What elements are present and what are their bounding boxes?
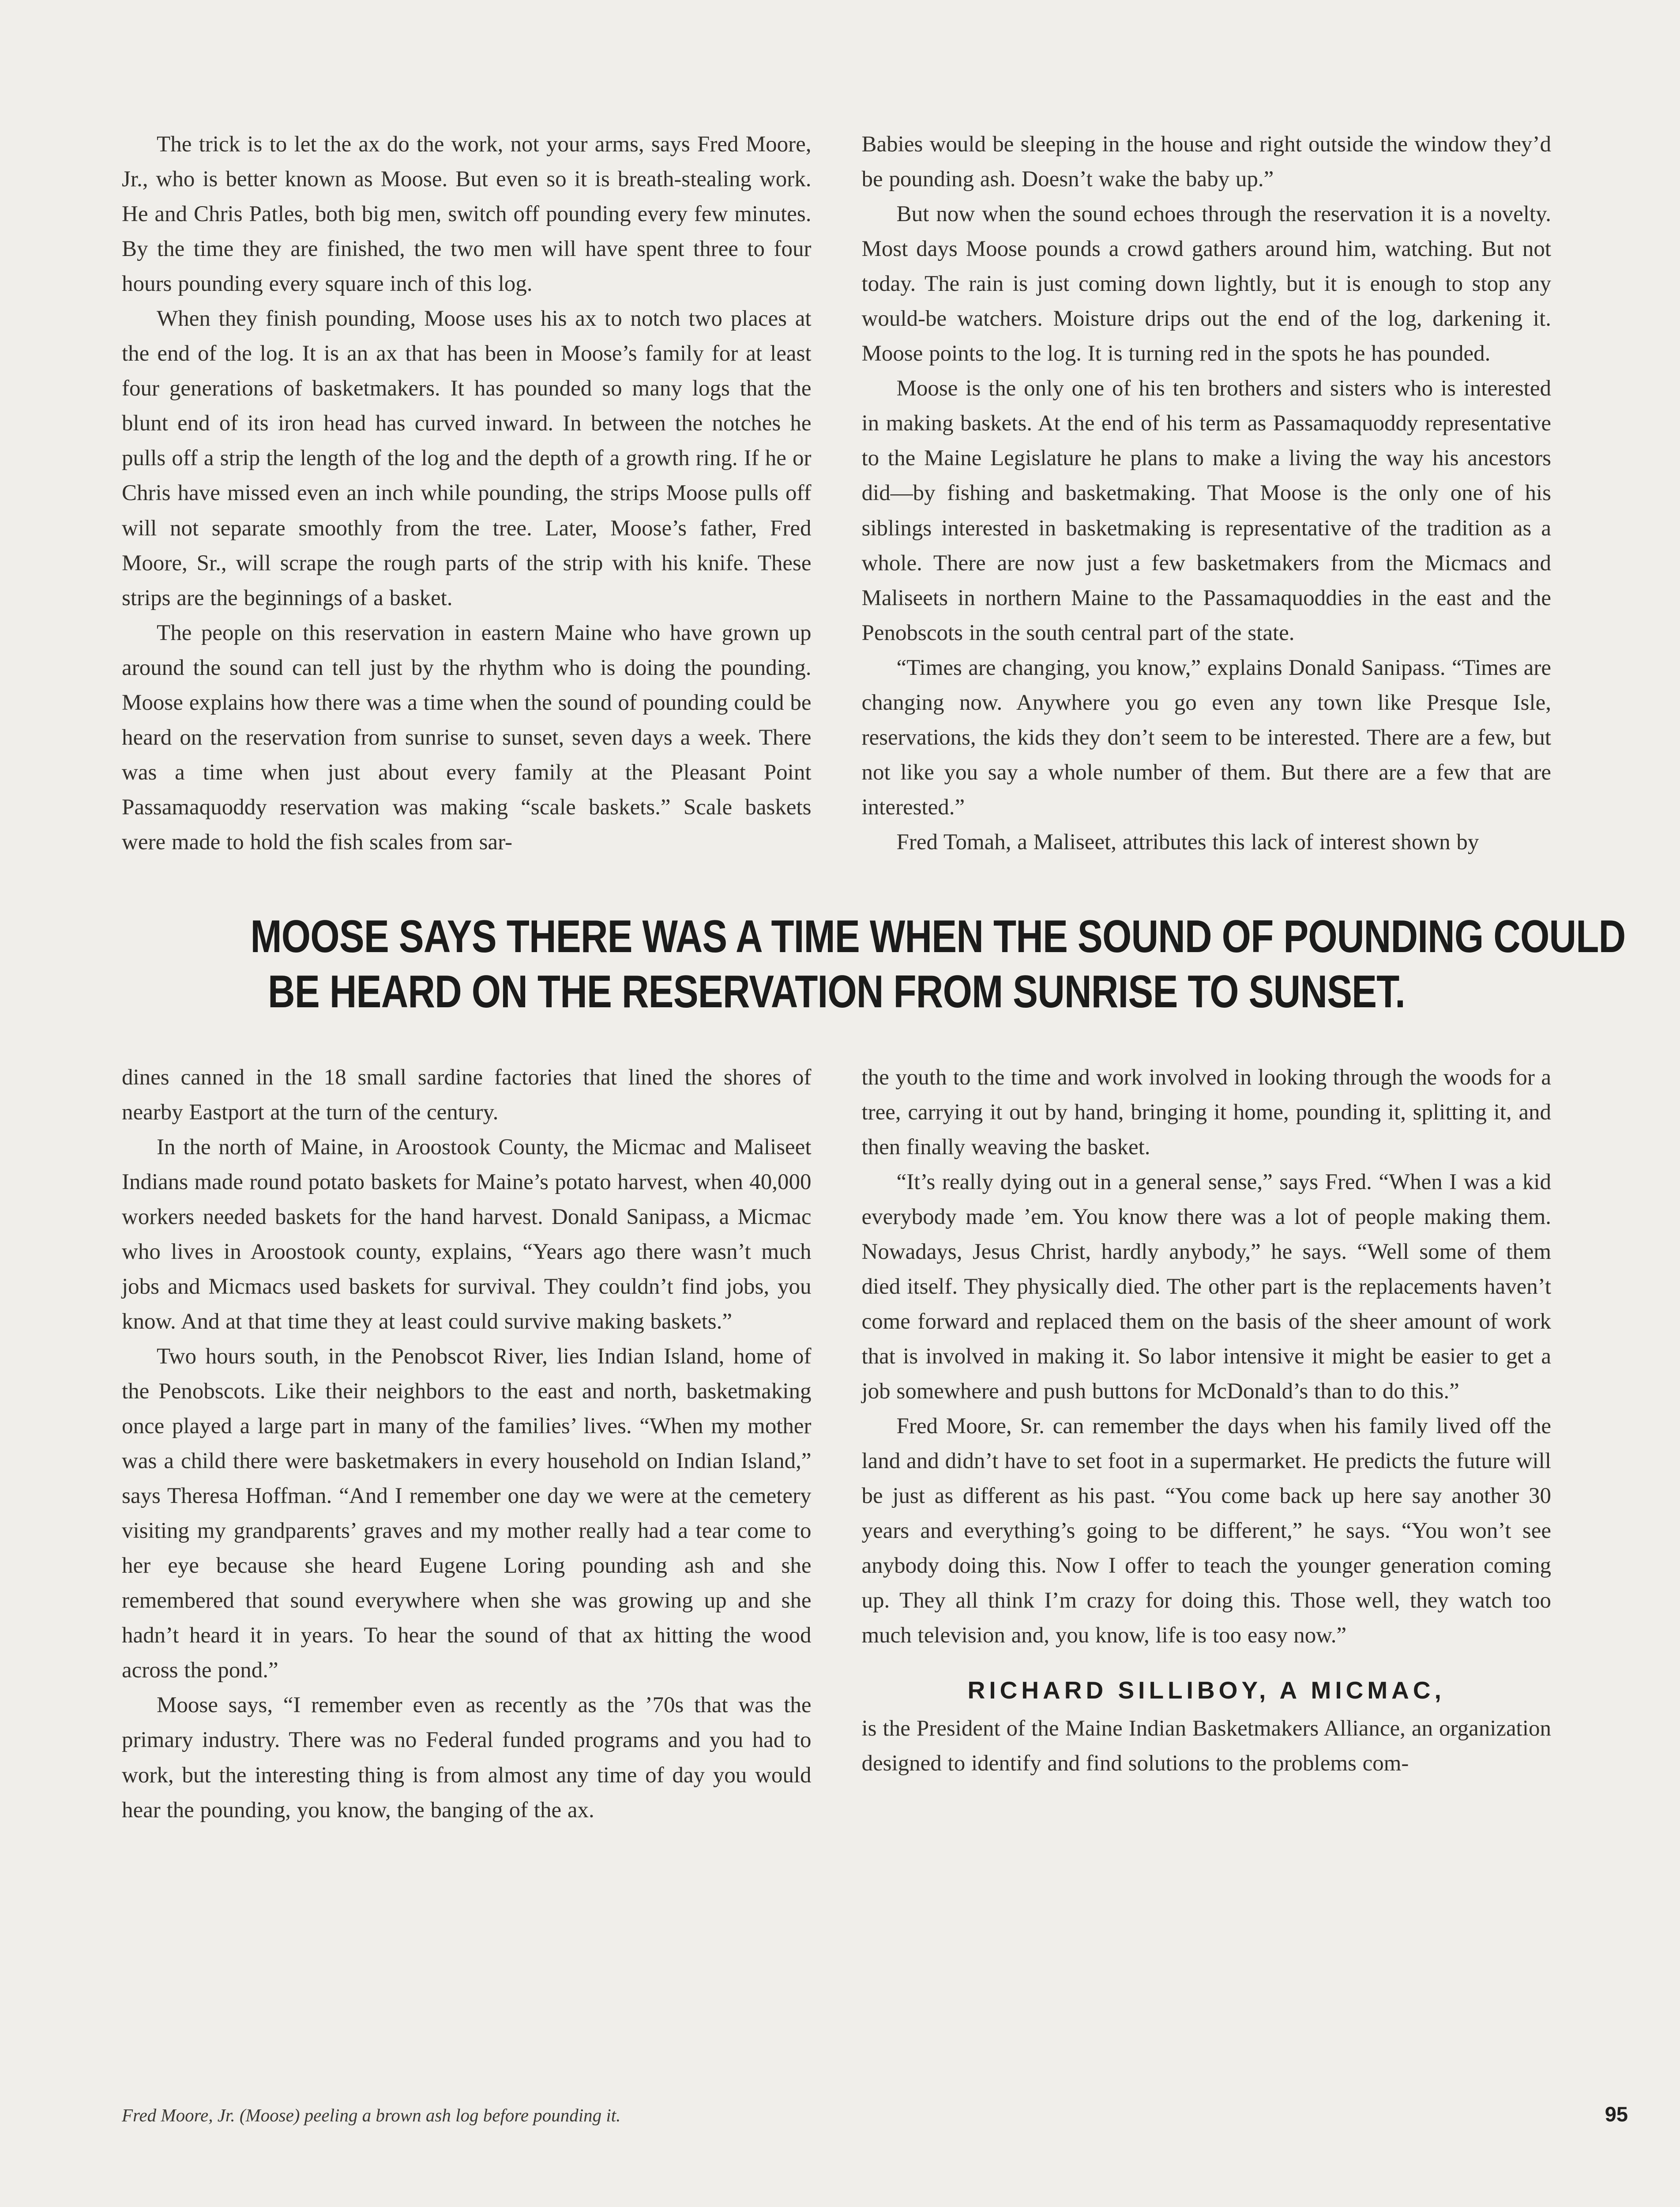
bottom-right-column [862, 1060, 1552, 1781]
paragraph: But now when the sound echoes through the reservation it is a novelty. Most days Moose pounds a crowd gathers around him, watching. But not today. The rain is just coming down lightly, but it is enough to stop any would-be watchers. Moisture drips out the end of the log, darkening it. Moose points to the log. It is turning red in the spots he has pounded. [861, 202, 1551, 366]
paragraph: The people on this reservation in eastern Maine who have grown up around the sound can tell just by the rhythm who is doing the pounding. Moose explains how there was a time when the sound of pounding could be heard on the reservation from sunrise to sunset, seven days a week. There was a time when just about every family at the Pleasant Point Passamaquoddy reservation was making “scale baskets.” Scale baskets were made to hold the fish scales from sar- [122, 620, 812, 855]
paragraph: Babies would be sleeping in the house and right outside the window they’d be pounding ash. Doesn’t wake the baby up.” [861, 132, 1551, 192]
paragraph: Fred Tomah, a Maliseet, attributes this lack of interest shown by [896, 829, 1479, 855]
paragraph: The trick is to let the ax do the work, not your arms, says Fred Moore, Jr., who is better known as Moose. But even so it is breath-stealing work. He and Chris Patles, both big men, switch off pounding every few minutes. By the time they are finished, the two men will have spent three to four hours pounding every square inch of this log. [122, 132, 812, 297]
paragraph: BE HEARD ON THE RESERVATION FROM SUNRISE TO SUNSET. [268, 966, 1405, 1017]
paragraph: “It’s really dying out in a general sense,” says Fred. “When I was a kid everybody made ’em. You know there was a lot of people making them. Nowadays, Jesus Christ, hardly anybody,” he says. “Well some of them died itself. They physically died. The other part is the replacements haven’t come forward and replaced them on the basis of the sheer amount of work that is involved in making it. So labor intensive it might be easier to get a job somewhere and push buttons for McDonald’s than to do this.” [861, 1169, 1551, 1404]
bottom-right-text [862, 1060, 1552, 1653]
paragraph: dines canned in the 18 small sardine factories that lined the shores of nearby Eastport at the turn of the century. [122, 1065, 812, 1125]
subhead-richard-silliboy: RICHARD SILLIBOY, A MICMAC, [967, 1676, 1445, 1704]
top-right-column [862, 127, 1552, 860]
paragraph: In the north of Maine, in Aroostook County, the Micmac and Maliseet Indians made round potato baskets for Maine’s potato harvest, when 40,000 workers needed baskets for the hand harvest. Donald Sanipass, a Micmac who lives in Aroostook county, explains, “Years ago there wasn’t much jobs and Micmacs used baskets for survival. They couldn’t find jobs, you know. And at that time they at least could survive making baskets.” [122, 1134, 812, 1334]
photo-caption: Fred Moore, Jr. (Moose) peeling a brown ash log before pounding it. [122, 2105, 621, 2125]
paragraph: Moose is the only one of his ten brothers and sisters who is interested in making baskets. At the end of his term as Passamaquoddy representative to the Maine Legislature he plans to make a living the way his ancestors did—by fishing and basketmaking. That Moose is the only one of his siblings interested in basketmaking is representative of the tradition as a whole. There are now just a few basketmakers from the Micmacs and Maliseets in northern Maine to the Passamaquoddies in the east and the Penobscots in the south central part of the state. [861, 376, 1551, 645]
paragraph: “Times are changing, you know,” explains Donald Sanipass. “Times are changing now. Anywhere you go even any town like Presque Isle, reservations, the kids they don’t seem to be interested. There are a few, but not like you say a whole number of them. But there are a few that are interested.” [861, 655, 1551, 820]
paragraph: MOOSE SAYS THERE WAS A TIME WHEN THE SOUND OF POUNDING COULD [250, 911, 1626, 962]
paragraph: is the President of the Maine Indian Basketmakers Alliance, an organization designed to identify and find solutions to the problems com- [861, 1716, 1551, 1776]
pull-quote [250, 909, 1626, 1020]
paragraph: Two hours south, in the Penobscot River, lies Indian Island, home of the Penobscots. Like their neighbors to the east and north, basketmaking once played a large part in many of the families’ lives. “When my mother was a child there were basketmakers in every household on Indian Island,” says Theresa Hoffman. “And I remember one day we were at the cemetery visiting my grandparents’ graves and my mother really had a tear come to her eye because she heard Eugene Loring pounding ash and she remembered that sound everywhere when she was growing up and she hadn’t heard it in years. To hear the sound of that ax hitting the wood across the pond.” [122, 1344, 812, 1683]
paragraph: When they finish pounding, Moose uses his ax to notch two places at the end of the log. It is an ax that has been in Moose’s family for at least four generations of basketmakers. It has pounded so many logs that the blunt end of its iron head has curved inward. In between the notches he pulls off a strip the length of the log and the depth of a growth ring. If he or Chris have missed even an inch while pounding, the strips Moose pulls off will not separate smoothly from the tree. Later, Moose’s father, Fred Moore, Sr., will scrape the rough parts of the strip with his knife. These strips are the beginnings of a basket. [122, 306, 812, 610]
bottom-right-continuation [862, 1711, 1552, 1781]
paragraph: Fred Moore, Sr. can remember the days when his family lived off the land and didn’t have to set foot in a supermarket. He predicts the future will be just as different as his past. “You come back up here say another 30 years and everything’s going to be different,” he says. “You won’t see anybody doing this. Now I offer to teach the younger generation coming up. They all think I’m crazy for doing this. Those well, they watch too much television and, you know, life is too easy now.” [861, 1414, 1551, 1648]
paragraph: the youth to the time and work involved in looking through the woods for a tree, carrying it out by hand, bringing it home, pounding it, splitting it, and then finally weaving the basket. [861, 1065, 1551, 1160]
bottom-left-column [122, 1060, 812, 1828]
top-left-column [122, 127, 812, 860]
page-footer [122, 2102, 1628, 2126]
bottom-section [122, 1060, 1551, 1828]
top-section [122, 127, 1551, 860]
paragraph: Moose says, “I remember even as recently as the ’70s that was the primary industry. There was no Federal funded programs and you had to work, but the interesting thing is from almost any time of day you would hear the pounding, you know, the banging of the ax. [122, 1693, 812, 1823]
page-number: 95 [1605, 2102, 1628, 2126]
